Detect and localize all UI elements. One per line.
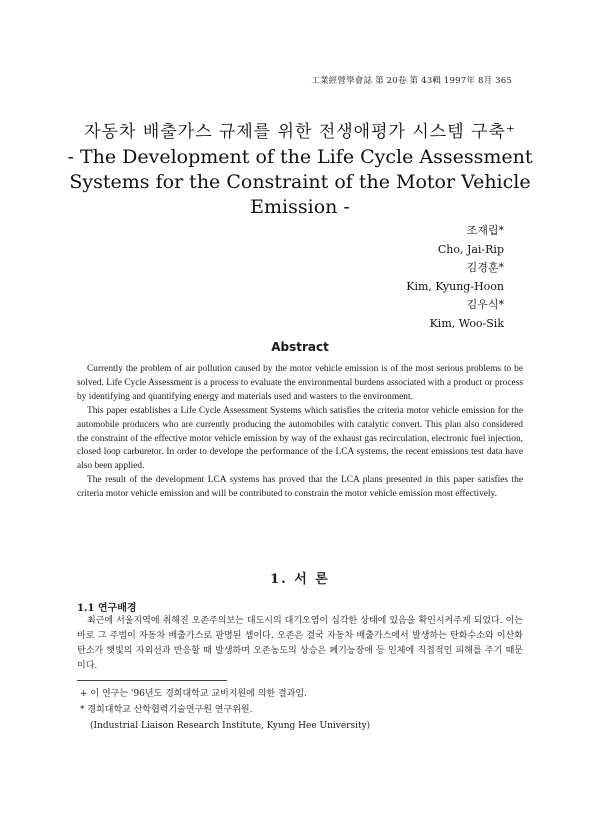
- author-list: [406, 222, 504, 333]
- title-english: - The Development of the Life Cycle Assessment Systems for the Constraint of the Motor Vehicle Emission -: [67, 146, 533, 218]
- body-paragraph: 최근에 서울지역에 취해진 오존주의보는 대도시의 대기오염이 심각한 상태에 있음을 확인시켜주게 되었다. 이는 바로 그 주범이 자동차 배출가스로 판명된 셈이다. 오존은 결국 자동차 배출가스에서 발생하는 탄화수소와 이산화탄소가 햇빛의 자외선과 반응할 때 발생하며 오존농도의 상승은 폐기능장애 등 인체에 직접적인 피해를 주기 때문이다.: [77, 616, 523, 671]
- section-heading: 1. 서 론: [270, 572, 330, 587]
- author-3-korean: 김우식*: [466, 298, 504, 311]
- abstract-paragraph: The result of the development LCA systems has proved that the LCA plans presented in this paper satisfies the criteria motor vehicle emission and will be contributed to constrain the motor vehicle emission most effectively.: [77, 475, 523, 500]
- abstract-body: [77, 363, 523, 502]
- subsection-heading: 1.1 연구배경: [77, 603, 137, 614]
- footnote-affiliation: * 경희대학교 산학협력기술연구원 연구위원.: [80, 705, 253, 715]
- author-2-english: Kim, Kyung-Hoon: [406, 279, 504, 293]
- author-3-english: Kim, Woo-Sik: [429, 316, 504, 330]
- footnote-funding: + 이 연구는 '96년도 경희대학교 교비지원에 의한 결과임.: [80, 689, 307, 699]
- author-1-korean: 조재립*: [466, 224, 504, 237]
- author-2-korean: 김경훈*: [466, 261, 504, 274]
- footnotes: [80, 686, 520, 734]
- abstract-paragraph: This paper establishes a Life Cycle Assessment Systems which satisfies the criteria motor vehicle emission for the automobile producers who are currently producing the automobiles with catalytic convert. This plan also considered the constraint of the effective motor vehicle emission by way of the exhaust gas recirculation, electronic fuel injection, closed loop carburetor. In order to develope the performance of the LCA systems, the recent emissions test data have also been applied.: [77, 405, 523, 472]
- abstract-heading: Abstract: [271, 340, 329, 354]
- section-body: [77, 614, 523, 674]
- footnote-affiliation-english: (Industrial Liaison Research Institute, Kyung Hee University): [90, 721, 371, 731]
- title-korean: 자동차 배출가스 규제를 위한 전생애평가 시스템 구축⁺: [84, 122, 516, 142]
- author-1-english: Cho, Jai-Rip: [437, 242, 504, 256]
- journal-header: 工業經營學會誌 第 20卷 第 43輯 1997年 8月 365: [311, 76, 512, 86]
- footnote-divider: [77, 680, 227, 681]
- abstract-paragraph: Currently the problem of air pollution caused by the motor vehicle emission is of the most serious problems to be solved. Life Cycle Assessment is a process to evaluate the environmental burdens associated with a product or process by identifying and quantifying energy and materials used and wasters to the environment.: [77, 364, 523, 402]
